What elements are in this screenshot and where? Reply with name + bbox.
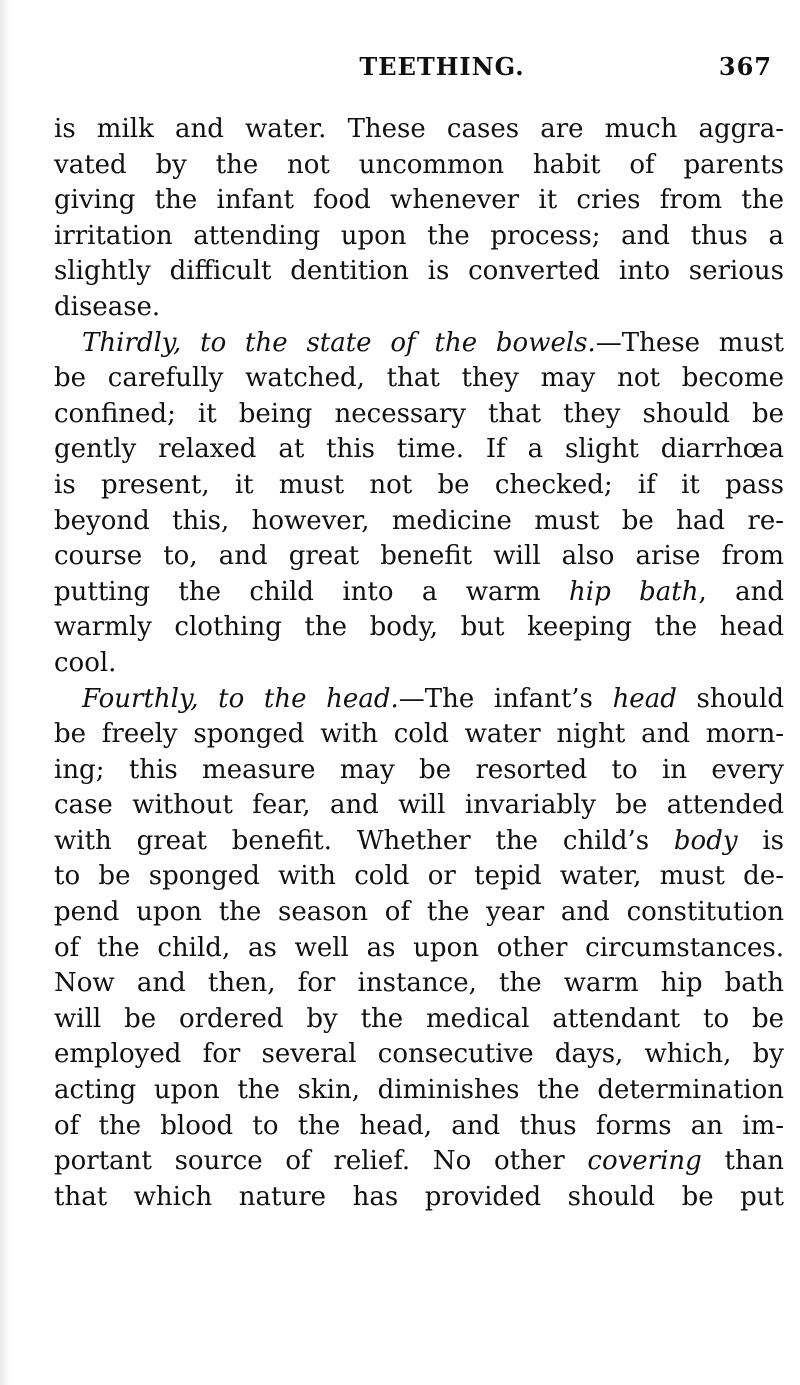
text-line — [54, 1073, 784, 1109]
text-run: irritation attending upon the process; and thus a — [54, 220, 784, 251]
text-run: ing; this measure may be resorted to in every — [54, 754, 784, 785]
text-run: , and — [698, 576, 784, 607]
text-line — [54, 148, 784, 184]
text-run: of the child, as well as upon other circumstances. — [54, 932, 784, 963]
text-run: is — [737, 825, 784, 856]
text-run: acting upon the skin, diminishes the determination — [54, 1075, 784, 1106]
italic-text-run: covering — [587, 1146, 702, 1177]
italic-text-run: Thirdly, to the state of the bowels. — [82, 327, 596, 358]
text-run: to be sponged with cold or tepid water, must de- — [54, 861, 784, 892]
text-run: Now and then, for instance, the warm hip bath — [54, 968, 784, 999]
italic-text-run: Fourthly, to the head. — [82, 683, 399, 714]
text-run: than — [701, 1146, 784, 1177]
text-line — [54, 931, 784, 967]
text-line — [54, 610, 784, 646]
text-line — [54, 753, 784, 789]
page-number: 367 — [718, 52, 772, 81]
italic-text-run: head — [612, 683, 677, 714]
text-line — [54, 397, 784, 433]
text-line — [54, 432, 784, 468]
text-line — [54, 859, 784, 895]
text-run: confined; it being necessary that they should be — [54, 398, 784, 429]
text-line — [54, 361, 784, 397]
italic-text-run: body — [673, 825, 738, 856]
text-run: that which nature has provided should be put — [54, 1181, 784, 1212]
text-run: vated by the not uncommon habit of parents — [54, 149, 784, 180]
text-run: putting the child into a warm — [54, 576, 570, 607]
text-line — [54, 1002, 784, 1038]
text-line — [54, 1037, 784, 1073]
text-line — [54, 326, 784, 362]
text-run: course to, and great benefit will also arise from — [54, 541, 784, 572]
text-line — [54, 1109, 784, 1145]
text-run: be freely sponged with cold water night and morn- — [54, 719, 784, 750]
text-run: with great benefit. Whether the child’s — [54, 825, 674, 856]
text-line — [54, 1180, 784, 1216]
text-run: case without fear, and will invariably be attended — [54, 790, 784, 821]
text-line — [54, 219, 784, 255]
text-run: beyond this, however, medicine must be had re- — [54, 505, 784, 536]
page-gutter-shadow — [0, 0, 10, 1385]
text-run: slightly difficult dentition is converted into serious — [54, 256, 784, 287]
body-text — [54, 112, 784, 1215]
text-run: disease. — [54, 291, 161, 322]
text-run: will be ordered by the medical attendant to be — [54, 1003, 784, 1034]
text-line — [54, 1144, 784, 1180]
text-line — [54, 717, 784, 753]
text-run: —These must — [595, 327, 784, 358]
italic-text-run: hip bath — [569, 576, 699, 607]
text-line — [54, 468, 784, 504]
running-header-title: TEETHING. — [359, 52, 525, 81]
text-run: portant source of relief. No other — [54, 1146, 588, 1177]
text-run: of the blood to the head, and thus forms an im- — [54, 1110, 784, 1141]
text-line — [54, 539, 784, 575]
text-line — [54, 504, 784, 540]
text-line — [54, 254, 784, 290]
text-run: giving the infant food whenever it cries from the — [54, 185, 784, 216]
text-line — [54, 183, 784, 219]
text-line — [54, 646, 784, 682]
text-run: pend upon the season of the year and constitution — [54, 897, 784, 928]
text-run: should — [676, 683, 784, 714]
text-line — [54, 112, 784, 148]
text-run: employed for several consecutive days, which, by — [54, 1039, 784, 1070]
text-run: warmly clothing the body, but keeping the head — [54, 612, 784, 643]
text-line — [54, 824, 784, 860]
text-run: is milk and water. These cases are much aggra- — [54, 114, 784, 144]
text-line — [54, 788, 784, 824]
text-run: is present, it must not be checked; if it pass — [54, 469, 784, 500]
text-line — [54, 966, 784, 1002]
text-line — [54, 575, 784, 611]
text-run: —The infant’s — [398, 683, 613, 714]
running-header — [112, 52, 772, 84]
text-line — [54, 895, 784, 931]
text-run: be carefully watched, that they may not become — [54, 363, 784, 394]
text-run: cool. — [54, 647, 117, 678]
text-run: gently relaxed at this time. If a slight diarrhœa — [54, 434, 784, 465]
text-line — [54, 290, 784, 326]
text-line — [54, 682, 784, 718]
